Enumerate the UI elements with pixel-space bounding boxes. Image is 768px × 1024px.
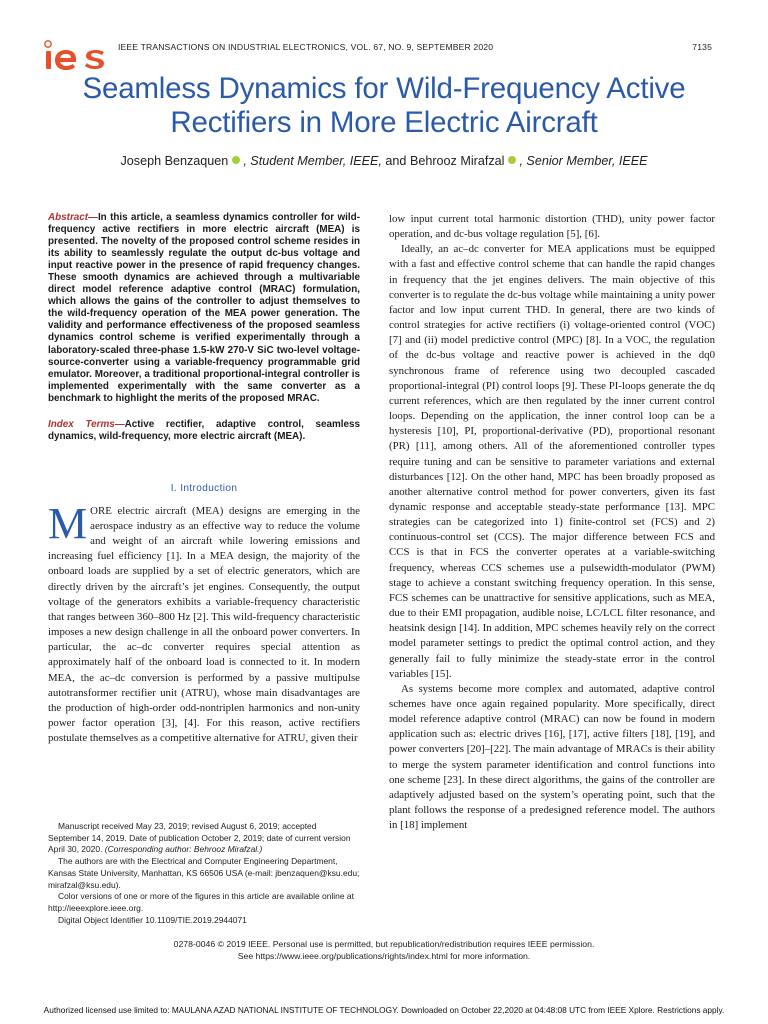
page-number: 7135 (692, 42, 712, 52)
author-conjunction: and (381, 154, 410, 168)
copyright-line-1: 0278-0046 © 2019 IEEE. Personal use is permitted, but republication/redistribution requires IEEE permission. (173, 939, 595, 949)
footnote-color-versions: Color versions of one or more of the figures in this article are available online at http://ieeexplore.ieee.org. (48, 891, 354, 913)
orcid-icon[interactable] (232, 156, 240, 164)
author-name-2: Behrooz Mirafzal (409, 154, 505, 168)
index-terms (48, 419, 360, 443)
copyright-line-2: See https://www.ieee.org/publications/rights/index.html for more information. (237, 950, 531, 961)
abstract-label: Abstract— (48, 212, 98, 223)
section-heading-introduction: I. Introduction (170, 482, 238, 494)
abstract (48, 212, 360, 405)
ies-society-logo (44, 38, 106, 74)
footnote-corresponding-author: (Corresponding author: Behrooz Mirafzal.) (104, 844, 263, 855)
footnote-manuscript-dates (48, 821, 360, 856)
index-terms-text: Active rectifier, adaptive control, seamless dynamics, wild-frequency, more electric aircraft (MEA). (48, 418, 360, 442)
introduction-paragraph (48, 498, 360, 747)
author-name-1: Joseph Benzaquen (120, 154, 229, 168)
orcid-icon[interactable] (508, 156, 516, 164)
abstract-text: In this article, a seamless dynamics controller for wild-frequency active rectifiers in more electric aircraft (MEA) is presented. The novelty of the proposed control scheme resides in its ability to seamlessly regulate the output dc-bus voltage and input reactive power in the presence of rapid frequency changes. These smooth dynamics are achieved through a multivariable direct model reference adaptive control (MRAC) formulation, which allows the gains of the controller to adjust themselves to the wild-frequency operation of the MEA power generation. The validity and performance effectiveness of the proposed seamless dynamics control scheme is verified experimentally through a laboratory-scaled three-phase 1.5-kW 270-V SiC two-level voltage-source-converter using a variable-frequency programmable grid emulator. Moreover, a traditional proportional-integral controller is implemented experimentally with the same converter as a benchmark to highlight the merits of the proposed MRAC. (48, 212, 360, 404)
right-column (389, 212, 715, 833)
author-membership-1: , Student Member, IEEE, (243, 154, 382, 168)
author-membership-2: , Senior Member, IEEE (519, 154, 648, 168)
author-line (30, 154, 738, 168)
footnote-affiliation: The authors are with the Electrical and Computer Engineering Department, Kansas State University, Manhattan, KS 66506 USA (e-mail: jbenzaquen@ksu.edu; mirafzal@ksu.edu). (48, 856, 360, 890)
journal-citation: IEEE TRANSACTIONS ON INDUSTRIAL ELECTRONICS, VOL. 67, NO. 9, SEPTEMBER 2020 (118, 42, 494, 52)
drop-cap: M (48, 498, 88, 548)
footnote-dates-text: Manuscript received May 23, 2019; revised August 6, 2019; accepted September 14, 2019. Date of publication October 2, 2019; date of current version April 30, 2020. (48, 821, 351, 855)
body-paragraph-adaptive-control: As systems become more complex and automated, adaptive control schemes have once again regained popularity. More specifically, direct model reference adaptive control (MRAC) can now be found in modern application such as: electric drives [16], [17], active filters [18], [19], and power converters [20]–[22]. The main advantage of MRACs is their ability to merge the system parameter identification and control functions into one scheme [23]. In these direct algorithms, the gains of the controller are adaptively adjusted based on the system’s operating point, such that the plant follows the response of a predesigned reference model. The authors in [18] implement (389, 682, 715, 832)
body-paragraph-control-strategies: Ideally, an ac–dc converter for MEA applications must be equipped with a fast and effective control scheme that can handle the rapid changes in frequency that the jet engines delivers. The main objective of this converter is to regulate the dc-bus voltage while maintaining a unity power factor and low input current THD. In general, there are two kinds of control strategies for active rectifiers (i) voltage-oriented control (VOC) [7] and (ii) model predictive control (MPC) [8]. In a VOC, the regulation of the dc-bus voltage and reactive power is achieved in the dq0 synchronous frame of reference using two decoupled cascaded proportional-integral (PI) control loops [9]. These PI-loops generate the dq current references, which are then regulated by the inner current control loops. Depending on the application, the inner control loop can be a hysteresis [10], PI, proportional-derivative (PD), proportional resonant (PR) [11], among others. All of the aforementioned controller types require tuning and can be sensitive to parameter variations and external disturbances [12]. On the other hand, MPC has been broadly proposed as another alternative control method for power converters, given its fast dynamic response and acceptable steady-state performance [13]. MPC strategies can be categorized into 1) finite-control set (FCS) and 2) continuous-control set (CCS). The major difference between FCS and CCS is that in FCS the converter operates at a variable-switching frequency, whereas CCS schemes use a pulsewidth-modulator (PWM) stage to achieve a constant switching frequency operation. In this sense, FCS schemes can be unattractive for sensitive applications, such as MEA, due to their EMI propagation, audible noise, LC/LCL filter resonance, and heatsink design [14]. In addition, MPC schemes heavily rely on the correct model parameter settings to predict the optimal control action, and they generally fail to fully minimize the steady-state error in the control variables [15]. (389, 243, 715, 680)
title-line-1: Seamless Dynamics for Wild-Frequency Active (82, 72, 686, 105)
index-terms-label: Index Terms— (48, 418, 125, 430)
license-access-notice: Authorized licensed use limited to: MAULANA AZAD NATIONAL INSTITUTE OF TECHNOLOGY. Downloaded on October 22,2020 at 04:48:08 UTC from IEEE Xplore. Restrictions apply. (43, 1005, 725, 1015)
title-line-2: Rectifiers in More Electric Aircraft (170, 106, 598, 139)
footnote-doi: Digital Object Identifier 10.1109/TIE.2019.2944071 (58, 914, 247, 925)
introduction-text: ORE electric aircraft (MEA) designs are emerging in the aerospace industry as an effective way to reduce the volume and weight of an aircraft while lowering emissions and increasing fuel efficiency [1]. In a MEA design, the majority of the onboard loads are supplied by a set of electric generators, which are directly driven by the aircraft’s jet engines. Consequently, the output voltage of the generators exhibits a variable-frequency characteristic that ranges between 360–800 Hz [2]. This wild-frequency characteristic imposes a new design challenge in all the onboard power converters. In particular, the ac–dc converter requires special attention as approximately half of the onboard load is connected to it. In modern MEA, the ac–dc conversion is performed by a passive multipulse autotransformer rectifier unit (ATRU), whose main disadvantages are the production of high-order odd-nontriplen harmonics and non-unity power factor operation [3], [4]. For this reason, active rectifiers postulate themselves as a competitive alternative for ATRU, given their (48, 504, 360, 745)
running-header (118, 42, 712, 52)
left-column (48, 212, 360, 746)
footnote (48, 821, 360, 926)
body-paragraph-continued: low input current total harmonic distortion (THD), unity power factor operation, and dc-bus voltage regulation [5], [6]. (389, 213, 715, 241)
copyright-notice (40, 939, 728, 963)
paper-title (30, 72, 738, 140)
